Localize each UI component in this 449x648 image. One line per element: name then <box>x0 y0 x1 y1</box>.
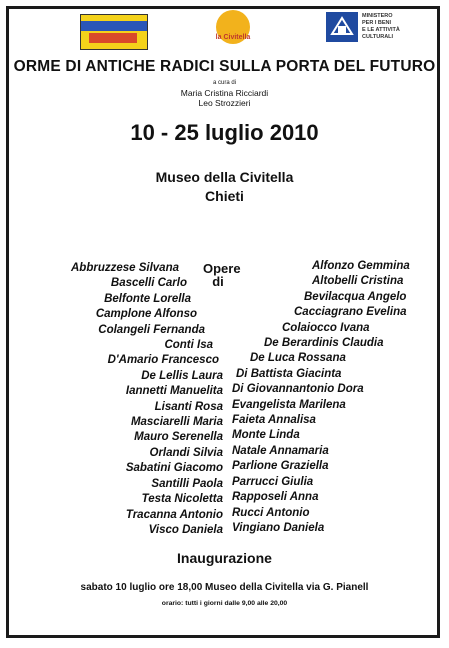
ministry-text: MINISTERO PER I BENI E LE ATTIVITÀ CULTURALI <box>362 13 400 40</box>
artist-name: Colangeli Fernanda <box>98 323 205 336</box>
artist-name: De Luca Rossana <box>250 352 346 365</box>
artist-name: Tracanna Antonio <box>125 508 223 521</box>
exhibition-title: ORME DI ANTICHE RADICI SULLA PORTA DEL FUTURO <box>13 58 436 75</box>
artist-name: Evangelista Marilena <box>232 398 346 411</box>
works-by-label: Opere di <box>203 261 241 289</box>
artist-name: Colaiocco Ivana <box>282 321 370 334</box>
artist-name: Testa Nicoletta <box>141 493 223 506</box>
venue <box>0 168 449 206</box>
artist-name: Lisanti Rosa <box>154 400 223 413</box>
artist-name: Visco Daniela <box>148 523 223 536</box>
artist-name: Abbruzzese Silvana <box>70 262 179 274</box>
artist-name: Natale Annamaria <box>232 444 329 457</box>
artist-name: Rucci Antonio <box>232 506 310 519</box>
artist-name: Alfonzo Gemmina <box>312 260 410 272</box>
artist-name: De Lellis Laura <box>141 369 223 382</box>
artist-name: Camplone Alfonso <box>95 308 197 321</box>
artist-name: D'Amario Francesco <box>107 354 219 367</box>
curated-by-label: a cura di <box>212 80 236 86</box>
artist-name: Belfonte Lorella <box>104 292 191 305</box>
artist-name: Masciarelli Maria <box>130 416 223 429</box>
venue-city: Chieti <box>205 188 244 204</box>
artist-name: Altobelli Cristina <box>312 275 404 288</box>
curator-name: Leo Strozzieri <box>198 98 251 108</box>
inauguration-details: sabato 10 luglio ore 18,00 Museo della Civitella via G. Pianell <box>80 582 369 593</box>
artist-name: Bascelli Carlo <box>110 277 187 290</box>
artist-name: Vingiano Daniela <box>232 521 325 534</box>
curators <box>0 88 449 108</box>
ministry-emblem-icon <box>326 12 358 42</box>
la-civitella-label: la Civitella <box>215 34 251 41</box>
artist-name: De Berardinis Claudia <box>264 337 384 350</box>
artist-name: Santilli Paola <box>151 477 223 490</box>
artist-name: Di Giovannantonio Dora <box>232 383 364 396</box>
artist-name: Cacciagrano Evelina <box>294 306 407 319</box>
artist-name: Mauro Serenella <box>134 431 223 444</box>
artist-name: Parrucci Giulia <box>232 475 314 488</box>
artist-name: Bevilacqua Angelo <box>304 290 407 303</box>
artists-right-column <box>228 259 410 536</box>
artist-name: Orlandi Silvia <box>149 446 223 459</box>
artist-name: Sabatini Giacomo <box>125 462 223 475</box>
artist-name: Parlione Graziella <box>232 460 329 473</box>
artist-name: Iannetti Manuelita <box>125 385 223 398</box>
curator-name: Maria Cristina Ricciardi <box>180 88 269 98</box>
event-logo <box>80 14 148 50</box>
artist-name: Monte Linda <box>232 429 300 442</box>
inauguration-heading: Inaugurazione <box>177 550 272 566</box>
venue-museum: Museo della Civitella <box>155 169 294 185</box>
artist-name: Rapposeli Anna <box>232 491 319 504</box>
exhibition-dates: 10 - 25 luglio 2010 <box>130 120 319 145</box>
artist-name: Faieta Annalisa <box>232 414 316 427</box>
opening-hours: orario: tutti i giorni dalle 9,00 alle 20,00 <box>161 600 288 607</box>
artist-name: Conti Isa <box>164 339 213 352</box>
artist-name: Di Battista Giacinta <box>236 367 342 380</box>
